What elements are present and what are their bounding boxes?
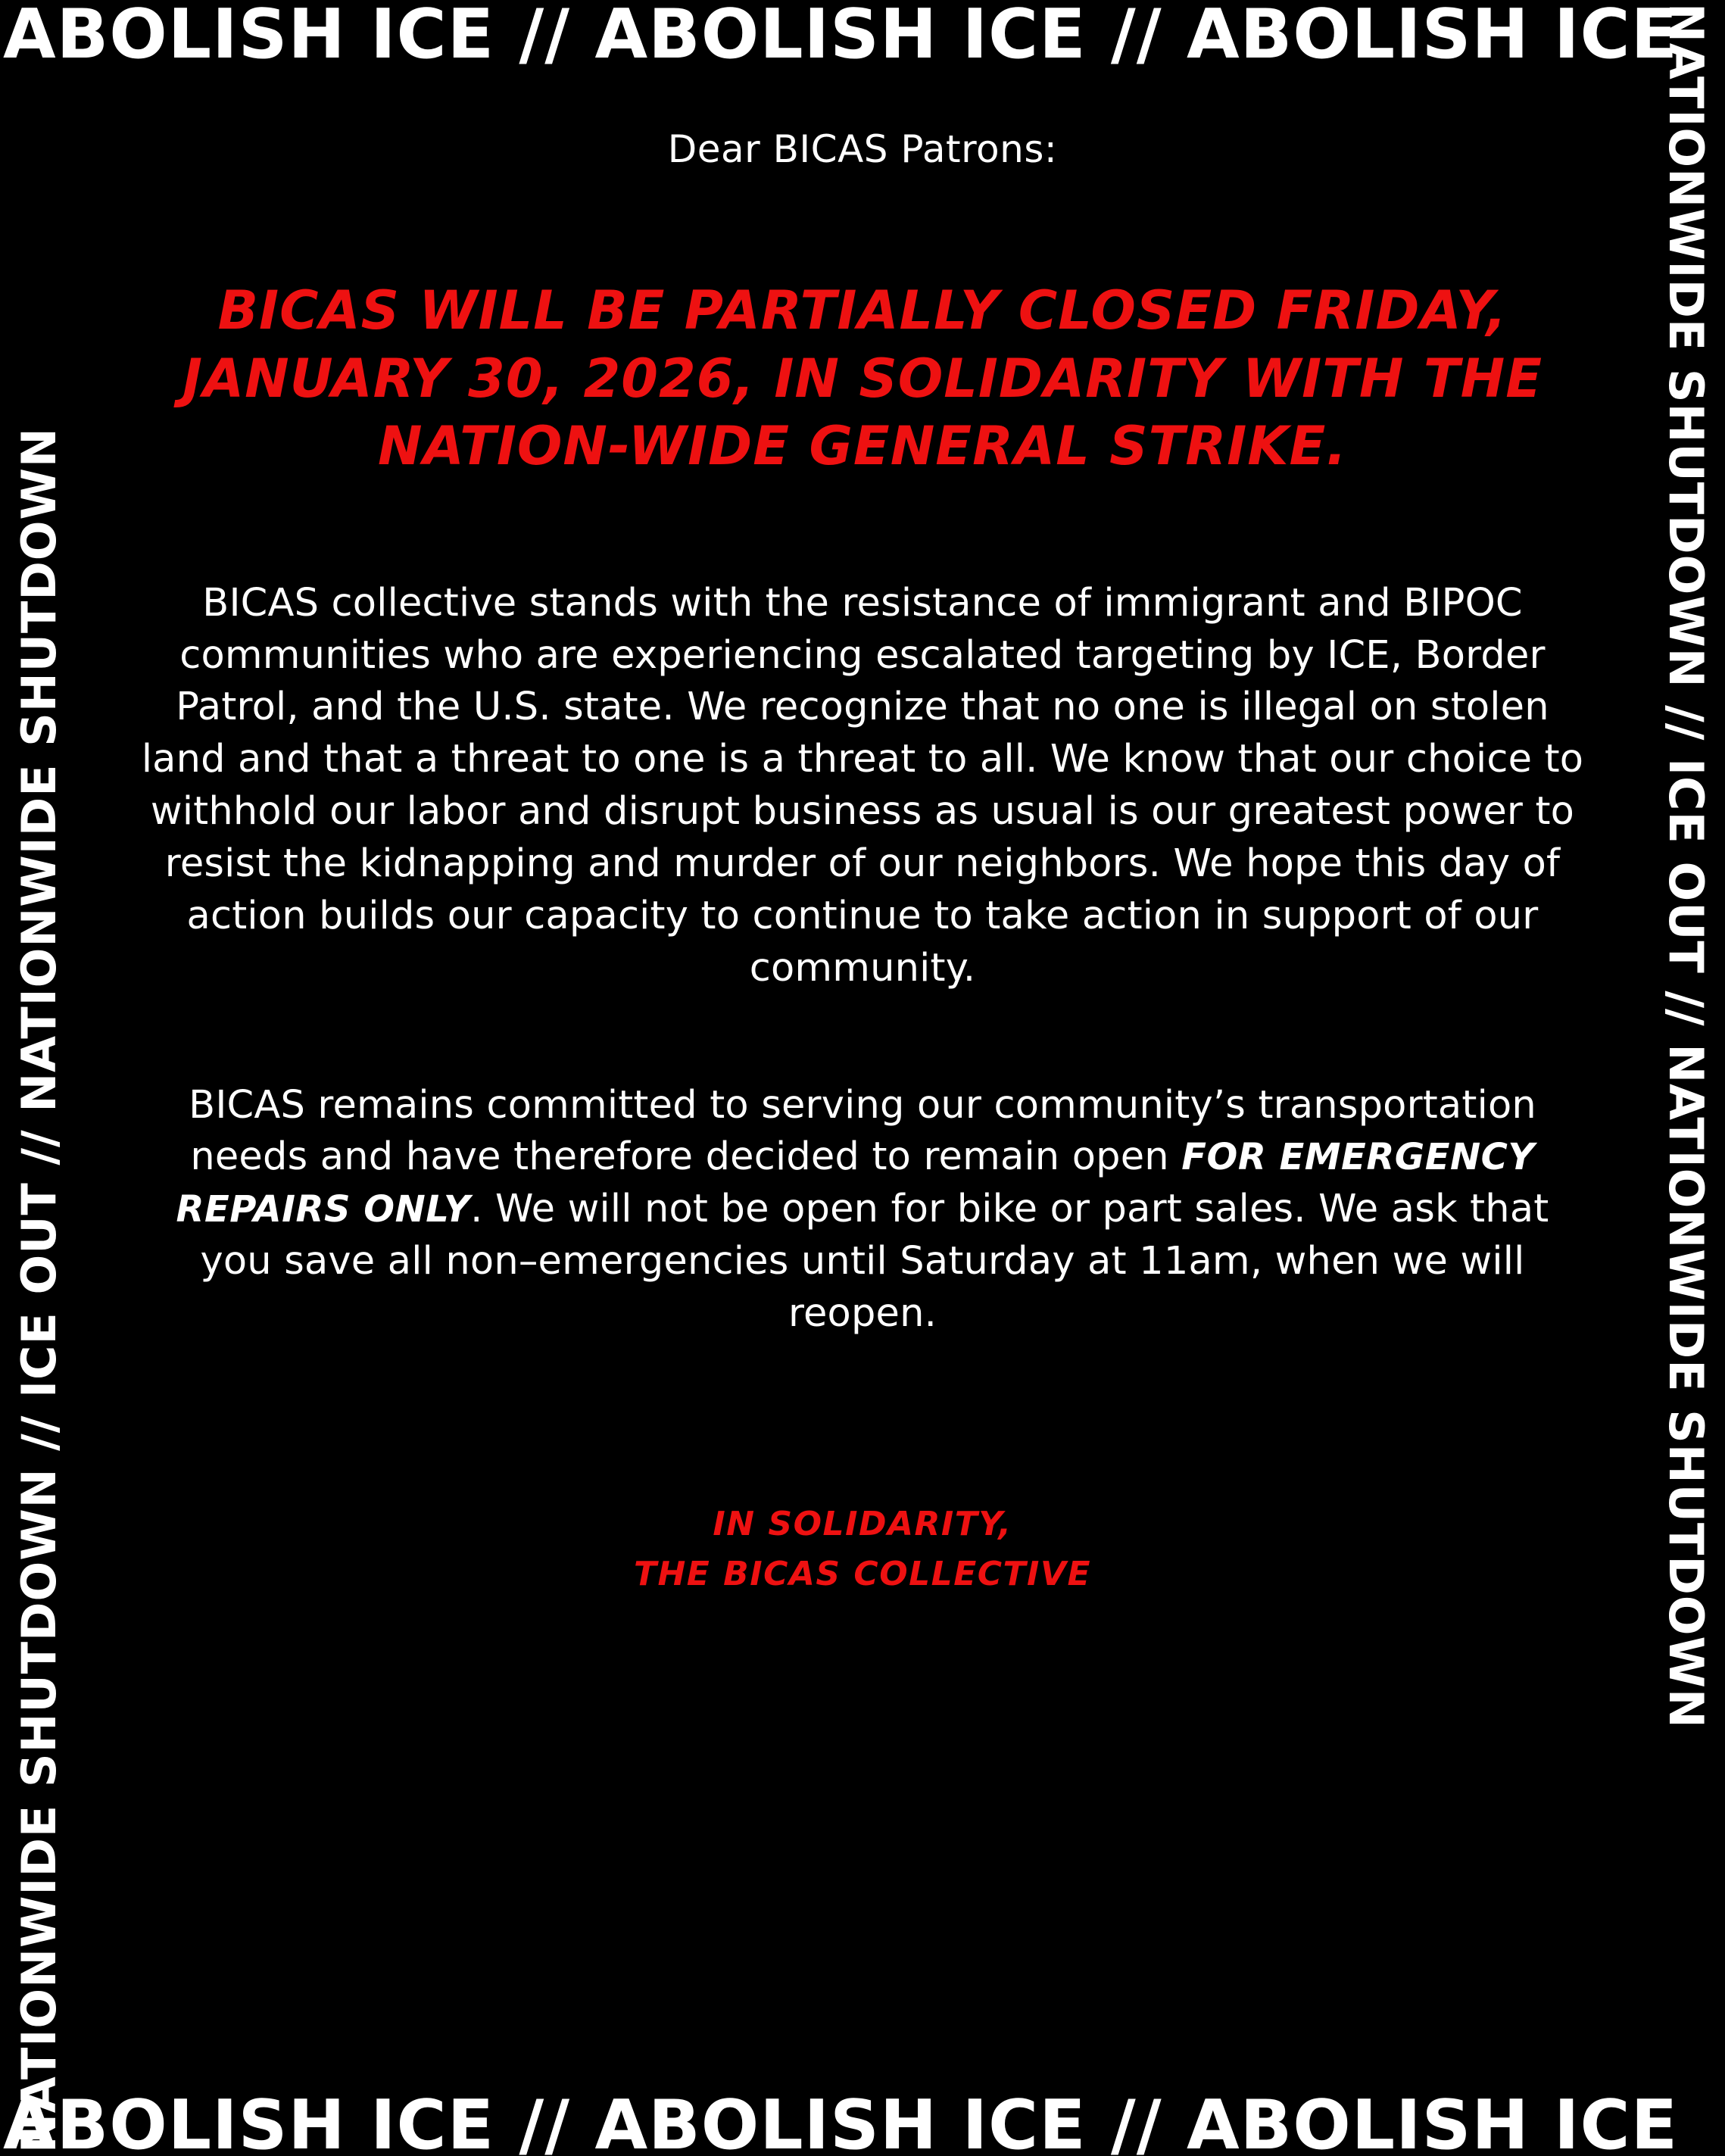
paragraph-service	[114, 1080, 1611, 1340]
headline: BICAS WILL BE PARTIALLY CLOSED FRIDAY, JANUARY 30, 2026, IN SOLIDARITY WITH THE NATION-WIDE GENERAL STRIKE.	[182, 279, 1543, 478]
marquee-border-top	[0, 0, 1725, 76]
marquee-border-bottom	[0, 2085, 1725, 2156]
paragraph-service-part-1: BICAS remains committed to serving our community’s transportation needs and have therefore decided to remain open	[189, 1082, 1536, 1180]
salutation: Dear BICAS Patrons:	[667, 127, 1058, 171]
marquee-text-right: NATIONWIDE SHUTDOWN // ICE OUT // NATIONWIDE SHUTDOWN	[1658, 3, 1714, 1729]
poster-content	[114, 91, 1611, 2060]
marquee-border-left	[0, 0, 79, 2156]
signoff-line-1: IN SOLIDARITY,	[713, 1504, 1012, 1543]
marquee-text-bottom: ABOLISH ICE // ABOLISH ICE // ABOLISH ICE	[3, 2086, 1679, 2156]
paragraph-service-part-2: . We will not be open for bike or part sales. We ask that you save all non–emergencies until Saturday at 11am, when we will reopen.	[200, 1187, 1549, 1336]
paragraph-service-emphasis: FOR EMERGENCY REPAIRS ONLY	[176, 1136, 1535, 1231]
paragraph-solidarity: BICAS collective stands with the resistance of immigrant and BIPOC communities who are experiencing escalated targeting by ICE, Border Patrol, and the U.S. state. We recognize that no one is illegal on stolen land and that a threat to one is a threat to all. We know that our choice to withhold our labor and disrupt business as usual is our greatest power to resist the kidnapping and murder of our neighbors. We hope this day of action builds our capacity to continue to take action in support of our community.	[141, 580, 1584, 991]
marquee-text-top: ABOLISH ICE // ABOLISH ICE // ABOLISH ICE	[3, 0, 1679, 74]
signoff	[114, 1499, 1611, 1599]
signoff-line-2: THE BICAS COLLECTIVE	[633, 1554, 1092, 1593]
marquee-border-right	[1646, 0, 1725, 2156]
marquee-text-left: NATIONWIDE SHUTDOWN // ICE OUT // NATIONWIDE SHUTDOWN	[11, 427, 67, 2153]
